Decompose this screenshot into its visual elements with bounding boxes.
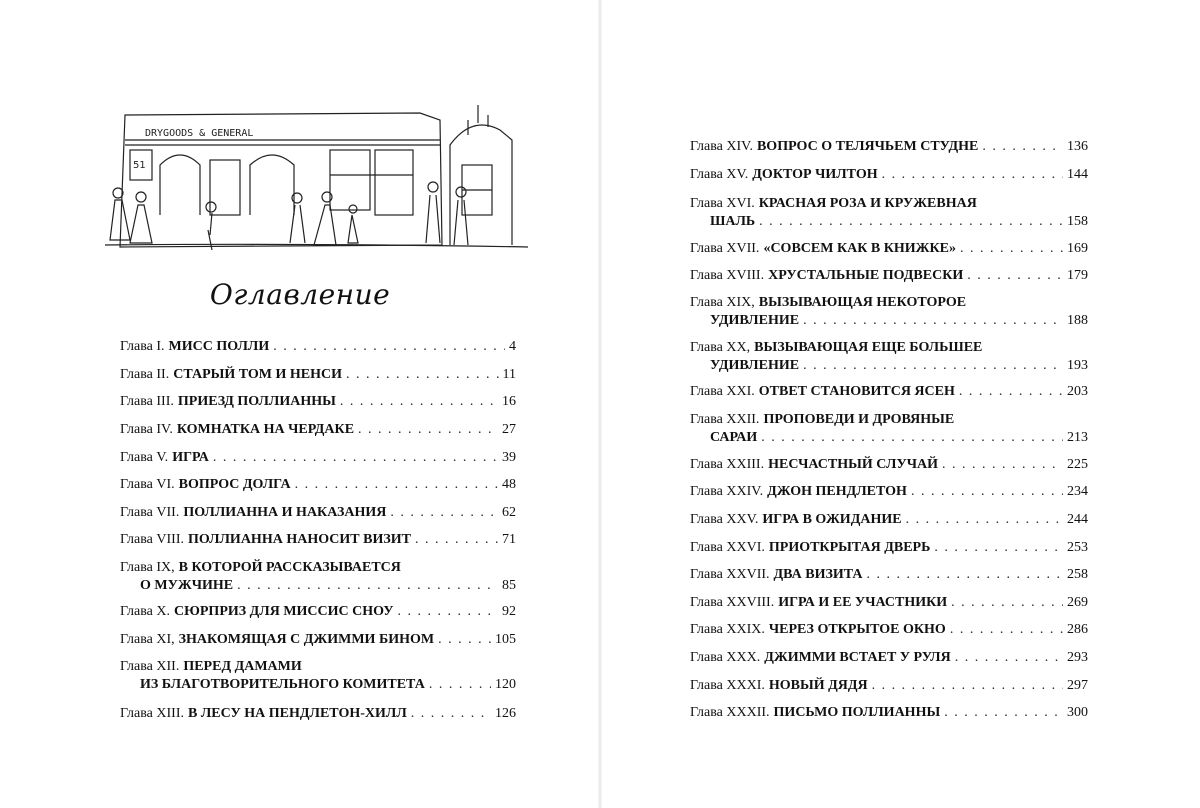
toc-entry-line bbox=[690, 294, 1088, 312]
toc-entry-line bbox=[690, 383, 1088, 401]
chapter-prefix: Глава XXII. bbox=[690, 412, 760, 427]
chapter-title: ПРИОТКРЫТАЯ ДВЕРЬ bbox=[768, 540, 931, 555]
toc-entry-line bbox=[690, 339, 1088, 357]
chapter-title: ДЖИММИ ВСТАЕТ У РУЛЯ bbox=[764, 650, 951, 665]
page-number: 71 bbox=[502, 532, 516, 547]
toc-entry bbox=[120, 531, 516, 549]
shop-number-text: 51 bbox=[133, 160, 146, 171]
toc-entry-line bbox=[690, 240, 1088, 258]
chapter-title: ЗНАКОМЯЩАЯ С ДЖИММИ БИНОМ bbox=[178, 632, 435, 647]
page-number: 258 bbox=[1067, 567, 1088, 582]
toc-entry-line bbox=[120, 476, 516, 494]
toc-entry-line bbox=[690, 677, 1088, 695]
page-number: 293 bbox=[1067, 650, 1088, 665]
chapter-title: ХРУСТАЛЬНЫЕ ПОДВЕСКИ bbox=[768, 268, 964, 283]
chapter-prefix: Глава XXXII. bbox=[690, 705, 770, 720]
dot-leader bbox=[273, 338, 505, 356]
page-number: 136 bbox=[1067, 139, 1088, 154]
dot-leader bbox=[411, 705, 491, 723]
chapter-prefix: Глава XVII. bbox=[690, 241, 760, 256]
chapter-title: ДВА ВИЗИТА bbox=[773, 567, 863, 582]
toc-entry bbox=[120, 366, 516, 384]
toc-entry bbox=[690, 649, 1088, 667]
dot-leader bbox=[438, 631, 491, 649]
chapter-prefix: Глава XIV. bbox=[690, 139, 753, 154]
page-number: 213 bbox=[1067, 430, 1088, 445]
toc-entry bbox=[690, 566, 1088, 584]
chapter-prefix: Глава XVI. bbox=[690, 196, 755, 211]
chapter-title: В КОТОРОЙ РАССКАЗЫВАЕТСЯ bbox=[178, 560, 401, 575]
chapter-title: ПИСЬМО ПОЛЛИАННЫ bbox=[773, 705, 941, 720]
chapter-title: ОТВЕТ СТАНОВИТСЯ ЯСЕН bbox=[758, 384, 955, 399]
chapter-title-continued: ИЗ БЛАГОТВОРИТЕЛЬНОГО КОМИТЕТА bbox=[140, 677, 425, 692]
chapter-title: ВОПРОС О ТЕЛЯЧЬЕМ СТУДНЕ bbox=[756, 139, 979, 154]
shop-sign-text: DRYGOODS & GENERAL bbox=[145, 128, 254, 139]
toc-entry bbox=[120, 603, 516, 621]
dot-leader bbox=[959, 383, 1063, 401]
toc-entry bbox=[690, 483, 1088, 501]
toc-entry bbox=[690, 594, 1088, 612]
dot-leader bbox=[759, 213, 1063, 231]
page-number: 11 bbox=[502, 367, 516, 382]
chapter-prefix: Глава XXV. bbox=[690, 512, 759, 527]
page-number: 92 bbox=[502, 604, 516, 619]
chapter-title-continued: ШАЛЬ bbox=[710, 214, 756, 229]
toc-entry-line bbox=[120, 366, 516, 384]
dot-leader bbox=[415, 531, 498, 549]
toc-entry-line bbox=[690, 566, 1088, 584]
chapter-title: СЮРПРИЗ ДЛЯ МИССИС СНОУ bbox=[174, 604, 394, 619]
chapter-prefix: Глава XXIII. bbox=[690, 457, 765, 472]
page-number: 188 bbox=[1067, 313, 1088, 328]
toc-entry bbox=[690, 294, 1088, 330]
chapter-title: СТАРЫЙ ТОМ И НЕНСИ bbox=[173, 367, 343, 382]
page-number: 27 bbox=[502, 422, 516, 437]
chapter-title: ВОПРОС ДОЛГА bbox=[178, 477, 291, 492]
dot-leader bbox=[934, 539, 1063, 557]
dot-leader bbox=[390, 504, 498, 522]
toc-entry-line bbox=[120, 577, 516, 595]
page-number: 126 bbox=[495, 706, 516, 721]
toc-entry bbox=[120, 476, 516, 494]
chapter-prefix: Глава XXX. bbox=[690, 650, 761, 665]
chapter-prefix: Глава XI, bbox=[120, 632, 175, 647]
chapter-title: НОВЫЙ ДЯДЯ bbox=[768, 678, 868, 693]
page-number: 300 bbox=[1067, 705, 1088, 720]
chapter-prefix: Глава XX, bbox=[690, 340, 751, 355]
toc-entry bbox=[690, 677, 1088, 695]
toc-entry bbox=[690, 456, 1088, 474]
toc-entry bbox=[120, 338, 516, 356]
chapter-title: ВЫЗЫВАЮЩАЯ НЕКОТОРОЕ bbox=[758, 295, 967, 310]
chapter-prefix: Глава XXXI. bbox=[690, 678, 765, 693]
toc-entry bbox=[690, 267, 1088, 285]
chapter-title: ДЖОН ПЕНДЛЕТОН bbox=[767, 484, 907, 499]
chapter-title: ВЫЗЫВАЮЩАЯ ЕЩЕ БОЛЬШЕЕ bbox=[754, 340, 983, 355]
toc-entry-line bbox=[120, 559, 516, 577]
chapter-title-continued: САРАИ bbox=[710, 430, 758, 445]
chapter-prefix: Глава XXVIII. bbox=[690, 595, 775, 610]
dot-leader bbox=[867, 566, 1063, 584]
chapter-prefix: Глава VII. bbox=[120, 505, 180, 520]
page-number: 120 bbox=[495, 677, 516, 692]
dot-leader bbox=[358, 421, 498, 439]
toc-entry bbox=[690, 511, 1088, 529]
chapter-prefix: Глава IX, bbox=[120, 560, 175, 575]
toc-entry-line bbox=[690, 195, 1088, 213]
dot-leader bbox=[950, 621, 1063, 639]
toc-entry-line bbox=[690, 411, 1088, 429]
chapter-prefix: Глава XXIX. bbox=[690, 622, 765, 637]
dot-leader bbox=[213, 449, 498, 467]
dot-leader bbox=[872, 677, 1063, 695]
chapter-title: ПОЛЛИАННА НАНОСИТ ВИЗИТ bbox=[187, 532, 411, 547]
toc-entry bbox=[120, 393, 516, 411]
page-number: 158 bbox=[1067, 214, 1088, 229]
page-number: 286 bbox=[1067, 622, 1088, 637]
toc-entry-line bbox=[120, 676, 516, 694]
chapter-title: НЕСЧАСТНЫЙ СЛУЧАЙ bbox=[768, 457, 938, 472]
toc-entry-line bbox=[690, 594, 1088, 612]
dot-leader bbox=[911, 483, 1063, 501]
dot-leader bbox=[237, 577, 498, 595]
dot-leader bbox=[761, 429, 1063, 447]
chapter-prefix: Глава XV. bbox=[690, 167, 749, 182]
toc-entry-line bbox=[120, 658, 516, 676]
page-number: 269 bbox=[1067, 595, 1088, 610]
page-number: 193 bbox=[1067, 358, 1088, 373]
chapter-prefix: Глава XXVI. bbox=[690, 540, 765, 555]
toc-entry-line bbox=[690, 166, 1088, 184]
toc-entry-line bbox=[690, 649, 1088, 667]
toc-entry-line bbox=[120, 393, 516, 411]
chapter-prefix: Глава XXI. bbox=[690, 384, 755, 399]
chapter-title: ПРОПОВЕДИ И ДРОВЯНЫЕ bbox=[763, 412, 955, 427]
chapter-title: МИСС ПОЛЛИ bbox=[168, 339, 270, 354]
chapter-title: В ЛЕСУ НА ПЕНДЛЕТОН-ХИЛЛ bbox=[187, 706, 407, 721]
chapter-title-continued: УДИВЛЕНИЕ bbox=[710, 313, 800, 328]
dot-leader bbox=[960, 240, 1063, 258]
toc-entry-line bbox=[690, 483, 1088, 501]
chapter-prefix: Глава VI. bbox=[120, 477, 175, 492]
toc-entry-line bbox=[120, 631, 516, 649]
dot-leader bbox=[944, 704, 1063, 722]
toc-entry bbox=[120, 449, 516, 467]
page-number: 16 bbox=[502, 394, 516, 409]
toc-entry-line bbox=[690, 456, 1088, 474]
toc-entry-line bbox=[120, 531, 516, 549]
toc-entry bbox=[120, 705, 516, 723]
chapter-title: ИГРА bbox=[172, 450, 209, 465]
page-number: 244 bbox=[1067, 512, 1088, 527]
toc-entry-line bbox=[120, 338, 516, 356]
street-scene-illustration bbox=[100, 95, 530, 270]
dot-leader bbox=[429, 676, 491, 694]
chapter-title: ЧЕРЕЗ ОТКРЫТОЕ ОКНО bbox=[768, 622, 946, 637]
toc-entry bbox=[690, 411, 1088, 447]
dot-leader bbox=[803, 312, 1063, 330]
page-number: 39 bbox=[502, 450, 516, 465]
dot-leader bbox=[882, 166, 1063, 184]
toc-entry bbox=[690, 138, 1088, 156]
toc-entry bbox=[690, 166, 1088, 184]
page-number: 203 bbox=[1067, 384, 1088, 399]
page-number: 169 bbox=[1067, 241, 1088, 256]
page-number: 234 bbox=[1067, 484, 1088, 499]
toc-entry-line bbox=[690, 539, 1088, 557]
page-number: 48 bbox=[502, 477, 516, 492]
toc-entry-line bbox=[690, 267, 1088, 285]
chapter-title: ПОЛЛИАННА И НАКАЗАНИЯ bbox=[183, 505, 387, 520]
chapter-prefix: Глава XXIV. bbox=[690, 484, 764, 499]
page-number: 85 bbox=[502, 578, 516, 593]
dot-leader bbox=[955, 649, 1063, 667]
chapter-prefix: Глава XIX, bbox=[690, 295, 755, 310]
chapter-title-continued: О МУЖЧИНЕ bbox=[140, 578, 234, 593]
toc-entry-line bbox=[690, 213, 1088, 231]
toc-entry bbox=[120, 504, 516, 522]
toc-entry bbox=[120, 631, 516, 649]
page-number: 179 bbox=[1067, 268, 1088, 283]
toc-entry bbox=[120, 658, 516, 694]
toc-entry bbox=[690, 383, 1088, 401]
toc-entry-line bbox=[120, 603, 516, 621]
dot-leader bbox=[346, 366, 498, 384]
toc-entry bbox=[690, 339, 1088, 375]
chapter-prefix: Глава III. bbox=[120, 394, 174, 409]
page-number: 62 bbox=[502, 505, 516, 520]
toc-entry-line bbox=[120, 504, 516, 522]
chapter-title: ИГРА В ОЖИДАНИЕ bbox=[762, 512, 902, 527]
dot-leader bbox=[398, 603, 498, 621]
toc-entry bbox=[120, 559, 516, 595]
page-number: 297 bbox=[1067, 678, 1088, 693]
toc-entry bbox=[690, 704, 1088, 722]
chapter-prefix: Глава X. bbox=[120, 604, 170, 619]
toc-entry-line bbox=[120, 705, 516, 723]
dot-leader bbox=[967, 267, 1063, 285]
chapter-prefix: Глава XIII. bbox=[120, 706, 184, 721]
chapter-title: ИГРА И ЕЕ УЧАСТНИКИ bbox=[778, 595, 948, 610]
page-number: 144 bbox=[1067, 167, 1088, 182]
toc-entry-line bbox=[690, 704, 1088, 722]
dot-leader bbox=[906, 511, 1063, 529]
chapter-title: КОМНАТКА НА ЧЕРДАКЕ bbox=[176, 422, 355, 437]
toc-entry bbox=[690, 621, 1088, 639]
toc-entry bbox=[690, 240, 1088, 258]
toc-entry-line bbox=[690, 429, 1088, 447]
toc-entry-line bbox=[690, 621, 1088, 639]
toc-entry-line bbox=[690, 511, 1088, 529]
toc-entry bbox=[690, 195, 1088, 231]
toc-entry-line bbox=[690, 357, 1088, 375]
toc-entry bbox=[690, 539, 1088, 557]
chapter-title: ДОКТОР ЧИЛТОН bbox=[752, 167, 878, 182]
chapter-prefix: Глава I. bbox=[120, 339, 165, 354]
chapter-prefix: Глава VIII. bbox=[120, 532, 184, 547]
dot-leader bbox=[295, 476, 498, 494]
dot-leader bbox=[951, 594, 1063, 612]
toc-entry-line bbox=[120, 421, 516, 439]
chapter-prefix: Глава II. bbox=[120, 367, 170, 382]
chapter-title: КРАСНАЯ РОЗА И КРУЖЕВНАЯ bbox=[758, 196, 977, 211]
page-number: 225 bbox=[1067, 457, 1088, 472]
dot-leader bbox=[340, 393, 498, 411]
toc-entry-line bbox=[120, 449, 516, 467]
chapter-prefix: Глава V. bbox=[120, 450, 169, 465]
dot-leader bbox=[982, 138, 1063, 156]
chapter-title-continued: УДИВЛЕНИЕ bbox=[710, 358, 800, 373]
page-number: 253 bbox=[1067, 540, 1088, 555]
chapter-prefix: Глава XII. bbox=[120, 659, 180, 674]
right-page bbox=[600, 0, 1200, 808]
chapter-title: ПРИЕЗД ПОЛЛИАННЫ bbox=[177, 394, 336, 409]
page-number: 4 bbox=[509, 339, 516, 354]
chapter-title: ПЕРЕД ДАМАМИ bbox=[183, 659, 302, 674]
chapter-title: «СОВСЕМ КАК В КНИЖКЕ» bbox=[763, 241, 956, 256]
page-number: 105 bbox=[495, 632, 516, 647]
chapter-prefix: Глава XVIII. bbox=[690, 268, 765, 283]
dot-leader bbox=[942, 456, 1063, 474]
toc-heading: Оглавление bbox=[209, 278, 391, 311]
dot-leader bbox=[803, 357, 1063, 375]
chapter-prefix: Глава IV. bbox=[120, 422, 173, 437]
toc-entry bbox=[120, 421, 516, 439]
chapter-prefix: Глава XXVII. bbox=[690, 567, 770, 582]
toc-entry-line bbox=[690, 138, 1088, 156]
toc-entry-line bbox=[690, 312, 1088, 330]
